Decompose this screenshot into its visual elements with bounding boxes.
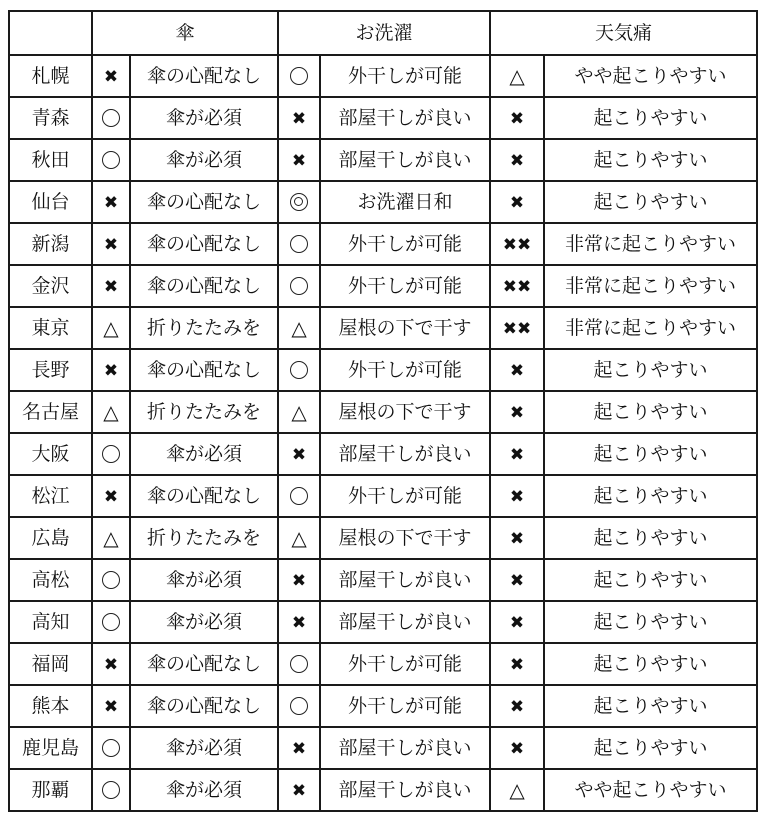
headache-text-cell: 起こりやすい: [544, 643, 757, 685]
city-cell: 仙台: [9, 181, 92, 223]
laundry-text-cell: お洗濯日和: [320, 181, 490, 223]
umbrella-text-cell: 傘が必須: [130, 97, 278, 139]
cross-icon: ✖: [509, 528, 525, 549]
cross-icon: ✖: [291, 150, 307, 171]
cross-icon: ✖: [509, 360, 525, 381]
headache-symbol-cell: [490, 601, 544, 643]
table-row: [9, 349, 757, 391]
laundry-text-cell: 部屋干しが良い: [320, 559, 490, 601]
laundry-symbol-cell: [278, 643, 320, 685]
city-cell: 名古屋: [9, 391, 92, 433]
triangle-icon: △: [103, 315, 119, 340]
cross-icon: ✖: [291, 108, 307, 129]
double-cross-icon: ✖✖: [502, 234, 532, 255]
headache-symbol-cell: [490, 643, 544, 685]
laundry-symbol-cell: [278, 223, 320, 265]
table-row: [9, 475, 757, 517]
cross-icon: ✖: [291, 570, 307, 591]
laundry-header: お洗濯: [278, 11, 490, 55]
cross-icon: ✖: [509, 486, 525, 507]
city-cell: 鹿児島: [9, 727, 92, 769]
laundry-text-cell: 外干しが可能: [320, 685, 490, 727]
cross-icon: ✖: [291, 444, 307, 465]
circle-icon: [290, 697, 308, 715]
header-row: [9, 11, 757, 55]
table-row: [9, 55, 757, 97]
triangle-icon: △: [291, 525, 307, 550]
laundry-text-cell: 屋根の下で干す: [320, 391, 490, 433]
umbrella-text-cell: 傘の心配なし: [130, 685, 278, 727]
laundry-text-cell: 外干しが可能: [320, 223, 490, 265]
laundry-symbol-cell: [278, 391, 320, 433]
headache-symbol-cell: [490, 391, 544, 433]
table-body: [9, 55, 757, 811]
headache-text-cell: 起こりやすい: [544, 139, 757, 181]
umbrella-text-cell: 傘が必須: [130, 727, 278, 769]
laundry-symbol-cell: [278, 769, 320, 811]
table-row: [9, 643, 757, 685]
headache-symbol-cell: [490, 265, 544, 307]
circle-icon: [102, 739, 120, 757]
triangle-icon: △: [103, 525, 119, 550]
umbrella-text-cell: 傘の心配なし: [130, 181, 278, 223]
cross-icon: ✖: [103, 192, 119, 213]
circle-icon: [290, 235, 308, 253]
umbrella-symbol-cell: [92, 97, 130, 139]
headache-symbol-cell: [490, 349, 544, 391]
laundry-text-cell: 外干しが可能: [320, 349, 490, 391]
table-row: [9, 517, 757, 559]
city-cell: 高松: [9, 559, 92, 601]
circle-icon: [102, 571, 120, 589]
city-cell: 高知: [9, 601, 92, 643]
cross-icon: ✖: [509, 108, 525, 129]
city-cell: 金沢: [9, 265, 92, 307]
umbrella-text-cell: 傘の心配なし: [130, 265, 278, 307]
headache-text-cell: やや起こりやすい: [544, 769, 757, 811]
laundry-text-cell: 部屋干しが良い: [320, 727, 490, 769]
laundry-text-cell: 外干しが可能: [320, 643, 490, 685]
table-row: [9, 559, 757, 601]
triangle-icon: △: [103, 399, 119, 424]
umbrella-text-cell: 傘が必須: [130, 769, 278, 811]
city-cell: 松江: [9, 475, 92, 517]
table-row: [9, 391, 757, 433]
umbrella-text-cell: 傘の心配なし: [130, 475, 278, 517]
umbrella-text-cell: 折りたたみを: [130, 517, 278, 559]
cross-icon: ✖: [103, 696, 119, 717]
circle-icon: [102, 613, 120, 631]
cross-icon: ✖: [509, 738, 525, 759]
umbrella-text-cell: 傘の心配なし: [130, 643, 278, 685]
umbrella-symbol-cell: [92, 643, 130, 685]
city-cell: 熊本: [9, 685, 92, 727]
cross-icon: ✖: [509, 654, 525, 675]
laundry-symbol-cell: [278, 139, 320, 181]
headache-text-cell: 非常に起こりやすい: [544, 223, 757, 265]
circle-icon: [102, 445, 120, 463]
headache-text-cell: 起こりやすい: [544, 391, 757, 433]
laundry-symbol-cell: [278, 517, 320, 559]
table-row: [9, 223, 757, 265]
umbrella-header: 傘: [92, 11, 278, 55]
laundry-symbol-cell: [278, 727, 320, 769]
umbrella-symbol-cell: [92, 769, 130, 811]
double-cross-icon: ✖✖: [502, 276, 532, 297]
cross-icon: ✖: [291, 738, 307, 759]
headache-symbol-cell: [490, 559, 544, 601]
city-cell: 大阪: [9, 433, 92, 475]
triangle-icon: △: [291, 399, 307, 424]
umbrella-text-cell: 折りたたみを: [130, 391, 278, 433]
cross-icon: ✖: [103, 360, 119, 381]
city-cell: 広島: [9, 517, 92, 559]
umbrella-symbol-cell: [92, 391, 130, 433]
city-cell: 秋田: [9, 139, 92, 181]
laundry-text-cell: 部屋干しが良い: [320, 769, 490, 811]
headache-symbol-cell: [490, 55, 544, 97]
laundry-symbol-cell: [278, 97, 320, 139]
umbrella-text-cell: 傘が必須: [130, 433, 278, 475]
cross-icon: ✖: [291, 780, 307, 801]
umbrella-symbol-cell: [92, 223, 130, 265]
corner-cell: [9, 11, 92, 55]
laundry-text-cell: 外干しが可能: [320, 55, 490, 97]
cross-icon: ✖: [509, 192, 525, 213]
city-cell: 福岡: [9, 643, 92, 685]
cross-icon: ✖: [509, 150, 525, 171]
forecast-table: [8, 10, 758, 812]
city-cell: 青森: [9, 97, 92, 139]
umbrella-text-cell: 折りたたみを: [130, 307, 278, 349]
umbrella-text-cell: 傘が必須: [130, 601, 278, 643]
laundry-text-cell: 部屋干しが良い: [320, 139, 490, 181]
table-row: [9, 181, 757, 223]
headache-text-cell: 起こりやすい: [544, 559, 757, 601]
table-row: [9, 265, 757, 307]
headache-text-cell: 起こりやすい: [544, 349, 757, 391]
headache-symbol-cell: [490, 139, 544, 181]
cross-icon: ✖: [509, 612, 525, 633]
umbrella-symbol-cell: [92, 349, 130, 391]
headache-symbol-cell: [490, 475, 544, 517]
umbrella-text-cell: 傘の心配なし: [130, 55, 278, 97]
circle-icon: [290, 487, 308, 505]
cross-icon: ✖: [291, 612, 307, 633]
headache-text-cell: 起こりやすい: [544, 517, 757, 559]
headache-text-cell: 起こりやすい: [544, 601, 757, 643]
cross-icon: ✖: [103, 654, 119, 675]
laundry-symbol-cell: [278, 475, 320, 517]
circle-icon: [290, 655, 308, 673]
headache-text-cell: 起こりやすい: [544, 181, 757, 223]
headache-text-cell: 起こりやすい: [544, 475, 757, 517]
umbrella-text-cell: 傘が必須: [130, 139, 278, 181]
headache-symbol-cell: [490, 769, 544, 811]
umbrella-symbol-cell: [92, 727, 130, 769]
headache-symbol-cell: [490, 97, 544, 139]
double-cross-icon: ✖✖: [502, 318, 532, 339]
cross-icon: ✖: [509, 402, 525, 423]
table-row: [9, 685, 757, 727]
triangle-icon: △: [509, 63, 525, 88]
double-circle-icon: [290, 193, 308, 211]
headache-symbol-cell: [490, 517, 544, 559]
cross-icon: ✖: [509, 696, 525, 717]
laundry-symbol-cell: [278, 685, 320, 727]
laundry-symbol-cell: [278, 181, 320, 223]
forecast-table-container: [8, 10, 756, 810]
table-row: [9, 601, 757, 643]
headache-symbol-cell: [490, 685, 544, 727]
umbrella-text-cell: 傘が必須: [130, 559, 278, 601]
headache-text-cell: 起こりやすい: [544, 727, 757, 769]
umbrella-symbol-cell: [92, 433, 130, 475]
headache-text-cell: 非常に起こりやすい: [544, 265, 757, 307]
headache-header: 天気痛: [490, 11, 757, 55]
headache-symbol-cell: [490, 223, 544, 265]
circle-icon: [102, 109, 120, 127]
headache-text-cell: やや起こりやすい: [544, 55, 757, 97]
triangle-icon: △: [509, 777, 525, 802]
city-cell: 長野: [9, 349, 92, 391]
headache-text-cell: 非常に起こりやすい: [544, 307, 757, 349]
laundry-text-cell: 部屋干しが良い: [320, 601, 490, 643]
city-cell: 那覇: [9, 769, 92, 811]
laundry-symbol-cell: [278, 433, 320, 475]
table-row: [9, 307, 757, 349]
table-row: [9, 139, 757, 181]
table-row: [9, 97, 757, 139]
city-cell: 札幌: [9, 55, 92, 97]
laundry-text-cell: 部屋干しが良い: [320, 97, 490, 139]
umbrella-symbol-cell: [92, 55, 130, 97]
headache-symbol-cell: [490, 307, 544, 349]
laundry-text-cell: 屋根の下で干す: [320, 517, 490, 559]
table-row: [9, 769, 757, 811]
laundry-text-cell: 屋根の下で干す: [320, 307, 490, 349]
table-row: [9, 433, 757, 475]
table-row: [9, 727, 757, 769]
laundry-text-cell: 部屋干しが良い: [320, 433, 490, 475]
cross-icon: ✖: [103, 276, 119, 297]
headache-symbol-cell: [490, 181, 544, 223]
circle-icon: [290, 277, 308, 295]
circle-icon: [102, 781, 120, 799]
laundry-symbol-cell: [278, 349, 320, 391]
laundry-text-cell: 外干しが可能: [320, 475, 490, 517]
laundry-symbol-cell: [278, 307, 320, 349]
umbrella-symbol-cell: [92, 265, 130, 307]
headache-text-cell: 起こりやすい: [544, 433, 757, 475]
cross-icon: ✖: [509, 444, 525, 465]
cross-icon: ✖: [103, 234, 119, 255]
umbrella-symbol-cell: [92, 685, 130, 727]
city-cell: 東京: [9, 307, 92, 349]
city-cell: 新潟: [9, 223, 92, 265]
laundry-symbol-cell: [278, 265, 320, 307]
circle-icon: [102, 151, 120, 169]
headache-text-cell: 起こりやすい: [544, 685, 757, 727]
laundry-text-cell: 外干しが可能: [320, 265, 490, 307]
cross-icon: ✖: [103, 486, 119, 507]
umbrella-symbol-cell: [92, 559, 130, 601]
triangle-icon: △: [291, 315, 307, 340]
headache-text-cell: 起こりやすい: [544, 97, 757, 139]
umbrella-symbol-cell: [92, 517, 130, 559]
umbrella-text-cell: 傘の心配なし: [130, 349, 278, 391]
umbrella-symbol-cell: [92, 475, 130, 517]
circle-icon: [290, 361, 308, 379]
laundry-symbol-cell: [278, 601, 320, 643]
umbrella-symbol-cell: [92, 139, 130, 181]
umbrella-symbol-cell: [92, 181, 130, 223]
headache-symbol-cell: [490, 727, 544, 769]
cross-icon: ✖: [509, 570, 525, 591]
laundry-symbol-cell: [278, 559, 320, 601]
laundry-symbol-cell: [278, 55, 320, 97]
umbrella-symbol-cell: [92, 601, 130, 643]
umbrella-symbol-cell: [92, 307, 130, 349]
umbrella-text-cell: 傘の心配なし: [130, 223, 278, 265]
cross-icon: ✖: [103, 66, 119, 87]
headache-symbol-cell: [490, 433, 544, 475]
circle-icon: [290, 67, 308, 85]
